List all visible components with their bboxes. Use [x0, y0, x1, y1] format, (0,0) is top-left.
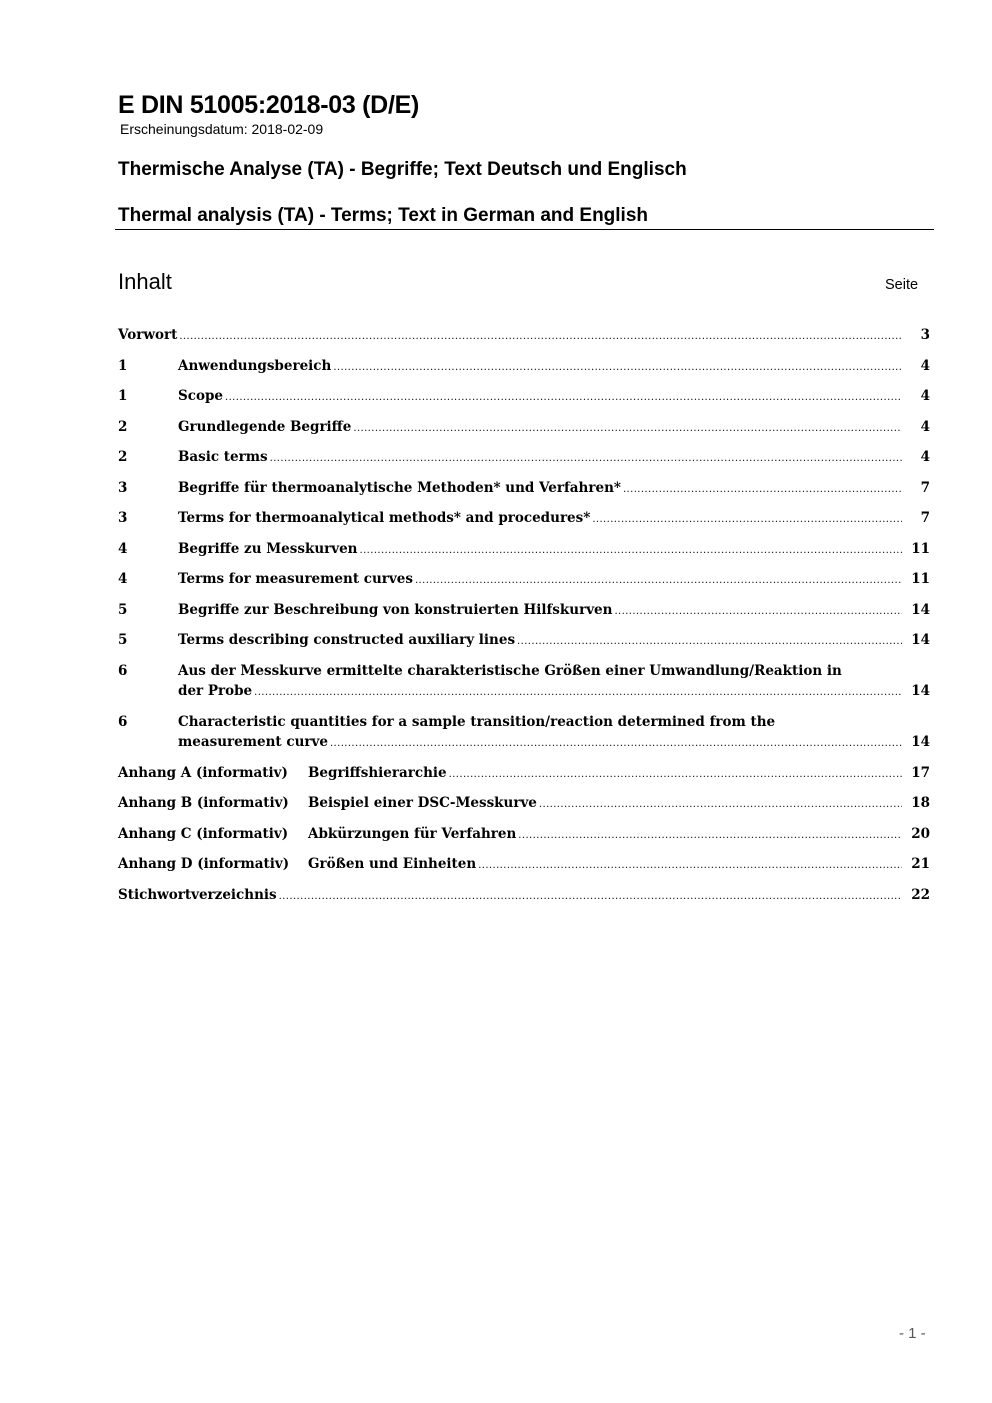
toc-entry-page: 4 — [920, 449, 930, 465]
toc-entry-page: 4 — [920, 418, 930, 435]
toc-leader — [539, 795, 902, 815]
toc-leader — [225, 388, 902, 408]
toc-leader — [517, 632, 902, 652]
page-number: - 1 - — [899, 1325, 926, 1342]
toc-entry-page: 7 — [920, 510, 930, 526]
document-id: E DIN 51005:2018-03 (D/E) — [118, 91, 419, 119]
toc-leader — [415, 571, 902, 591]
toc-entry-number: 1 — [118, 388, 128, 404]
publication-date: Erscheinungsdatum: 2018-02-09 — [120, 121, 324, 137]
toc-leader — [254, 683, 902, 703]
toc-entry-page: 7 — [920, 479, 930, 496]
toc-entry-page: 14 — [911, 601, 930, 618]
toc-leader — [279, 887, 902, 907]
toc-entry-title: Terms for measurement curves — [178, 571, 413, 587]
toc-entry-number: 2 — [118, 418, 128, 435]
toc-leader — [333, 358, 902, 378]
toc-entry-title: Vorwort — [118, 327, 178, 343]
toc-entry-annex[interactable] — [118, 793, 930, 824]
toc-entry-page: 20 — [911, 825, 930, 842]
toc-entry-page: 4 — [920, 357, 930, 374]
toc-entry-annex[interactable] — [118, 854, 930, 885]
toc-entry-page: 14 — [911, 683, 930, 699]
toc-heading: Inhalt — [118, 269, 172, 294]
toc-entry[interactable] — [118, 478, 930, 509]
toc-entry-page: 17 — [911, 764, 930, 781]
toc-entry-number: 5 — [118, 632, 128, 648]
toc-entry-number: 3 — [118, 479, 128, 496]
toc-leader — [592, 510, 902, 530]
toc-page-label: Seite — [885, 277, 919, 293]
toc-entry[interactable] — [118, 447, 930, 478]
toc-annex-label: Anhang A (informativ) — [118, 764, 288, 781]
header-rule — [115, 229, 934, 230]
toc-entry[interactable] — [118, 508, 930, 539]
toc-entry-title: Begriffshierarchie — [308, 764, 447, 781]
toc-leader — [623, 480, 902, 500]
toc-entry-page: 11 — [911, 540, 930, 557]
toc-entry-title-line1: Characteristic quantities for a sample transition/reaction determined from the — [178, 713, 776, 730]
toc-entry-title: Abkürzungen für Verfahren — [308, 825, 517, 842]
toc-entry-page: 22 — [911, 886, 930, 903]
toc-entry[interactable] — [118, 661, 930, 712]
toc-entry-title: Größen und Einheiten — [308, 856, 477, 872]
title-german: Thermische Analyse (TA) - Begriffe; Text Deutsch und Englisch — [118, 159, 687, 180]
toc-entry-title: Basic terms — [178, 449, 268, 465]
toc-entry-title-line2: der Probe — [178, 682, 253, 699]
toc-annex-label: Anhang B (informativ) — [118, 795, 289, 811]
toc-entry[interactable] — [118, 325, 930, 356]
toc-entry-title: Scope — [178, 388, 224, 404]
toc-entry-title: Beispiel einer DSC-Messkurve — [308, 795, 537, 811]
toc-leader — [353, 419, 902, 439]
toc-entry-annex[interactable] — [118, 763, 930, 794]
toc-entry-title: Begriffe für thermoanalytische Methoden* und Verfahren* — [178, 479, 621, 496]
toc-leader — [478, 856, 902, 876]
toc-entry-number: 5 — [118, 601, 128, 618]
toc-entry[interactable] — [118, 539, 930, 570]
title-english: Thermal analysis (TA) - Terms; Text in German and English — [118, 205, 649, 226]
toc-entry-number: 1 — [118, 357, 128, 374]
toc-entry[interactable] — [118, 712, 930, 763]
toc-entry-title: Terms for thermoanalytical methods* and procedures* — [178, 510, 591, 526]
toc-leader — [614, 602, 902, 622]
toc-entry-number: 6 — [118, 713, 128, 730]
toc-leader — [270, 449, 902, 469]
toc-entry[interactable] — [118, 600, 930, 631]
toc-leader — [518, 826, 902, 846]
toc-entry-page: 4 — [920, 388, 930, 404]
toc-entry-page: 21 — [911, 856, 930, 872]
toc-entry-number: 4 — [118, 540, 128, 557]
toc-entry-page: 14 — [911, 734, 930, 750]
toc-entry-page: 11 — [911, 571, 930, 587]
toc-entry-title: Begriffe zur Beschreibung von konstruierten Hilfskurven — [178, 601, 613, 618]
toc-entry[interactable] — [118, 356, 930, 387]
toc-entry-page: 18 — [911, 795, 930, 811]
toc-entry-number: 4 — [118, 571, 128, 587]
toc-entry-title-line2: measurement curve — [178, 733, 328, 750]
toc-entry-title: Terms describing constructed auxiliary lines — [178, 632, 516, 648]
toc-entry[interactable] — [118, 569, 930, 600]
toc-entry[interactable] — [118, 417, 930, 448]
toc-entry[interactable] — [118, 630, 930, 661]
toc-annex-label: Anhang C (informativ) — [118, 825, 289, 842]
toc-entry-annex[interactable] — [118, 824, 930, 855]
toc-entry-title-line1: Aus der Messkurve ermittelte charakteristische Größen einer Umwandlung/Reaktion in — [178, 662, 842, 679]
toc-leader — [449, 765, 902, 785]
toc-entry-number: 3 — [118, 510, 128, 526]
toc-leader — [179, 327, 902, 347]
toc-entry-number: 6 — [118, 662, 128, 679]
toc-annex-label: Anhang D (informativ) — [118, 856, 290, 872]
toc-entry-title: Begriffe zu Messkurven — [178, 540, 358, 557]
toc-entry-title: Anwendungsbereich — [178, 357, 332, 374]
toc-entry[interactable] — [118, 885, 930, 916]
toc-leader — [360, 541, 903, 561]
toc-entry-number: 2 — [118, 449, 128, 465]
toc-entry-title: Stichwortverzeichnis — [118, 886, 277, 903]
toc-leader — [330, 734, 902, 754]
toc-entry-title: Grundlegende Begriffe — [178, 418, 352, 435]
toc-entry-page: 14 — [911, 632, 930, 648]
table-of-contents — [118, 325, 930, 915]
toc-entry-page: 3 — [920, 327, 930, 343]
toc-entry[interactable] — [118, 386, 930, 417]
